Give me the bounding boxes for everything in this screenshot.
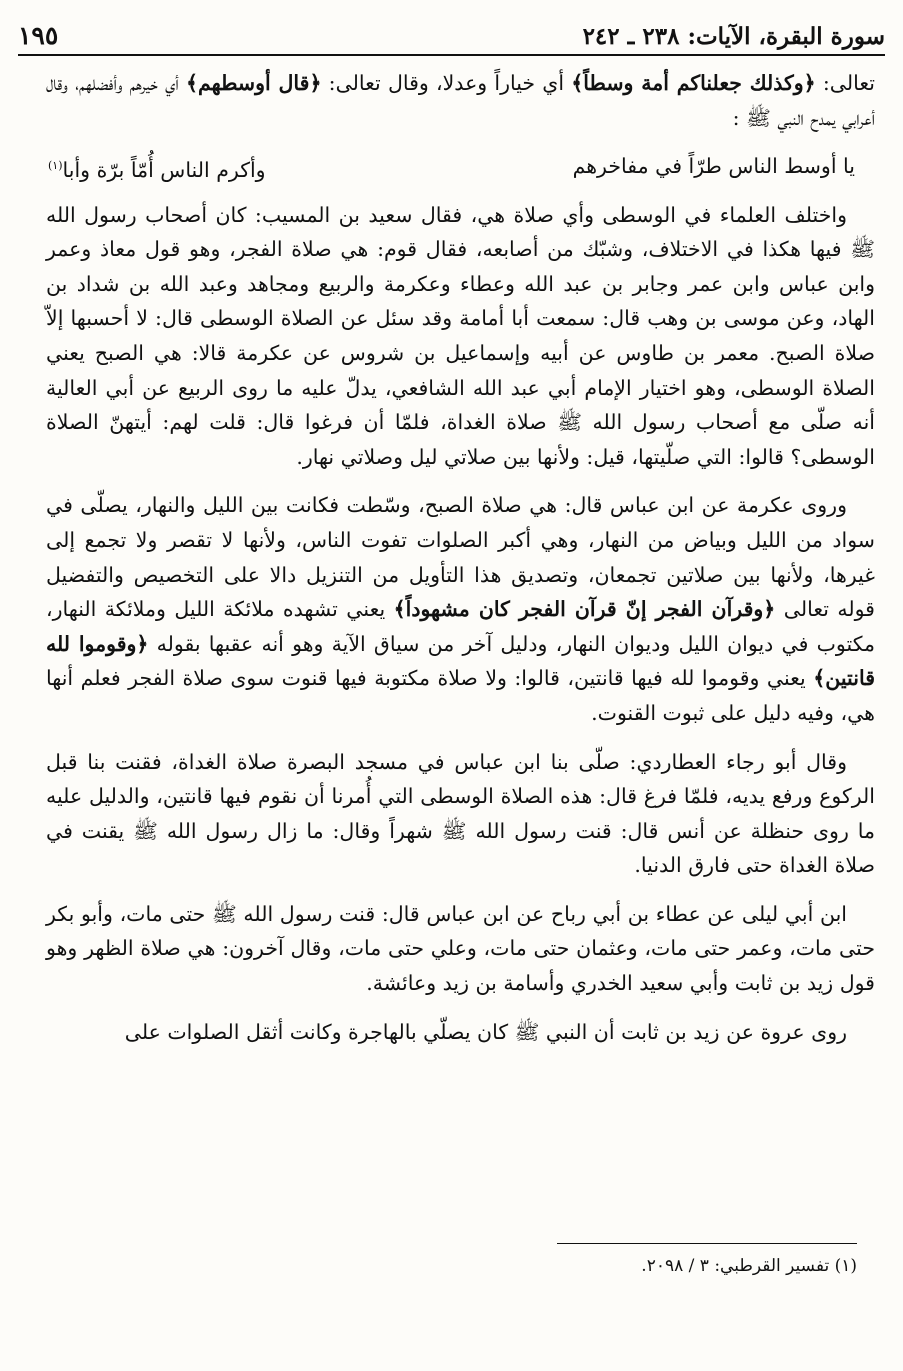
footnote-divider xyxy=(557,1243,857,1244)
poem-hemistich-first: يا أوسط الناس طرّاً في مفاخرهم xyxy=(572,154,855,179)
footnote-marker: (١) xyxy=(48,159,63,173)
poem-hemistich-second xyxy=(48,149,266,187)
text-segment: يعني تشهده ملائكة الليل وملائكة النهار، مكتوب في ديوان الليل وديوان النهار، ودليل آخر من سياق الآية وهو أنه عقبها بقوله xyxy=(46,597,875,656)
text-segment: وروى عكرمة عن ابن عباس قال: هي صلاة الصبح، وسّطت فكانت بين الليل والنهار، يصلّى في سواد من الليل وبياض من النهار، وهي أكبر الصلوات تفوت الناس، ولأنها لا تقصر ولا تجمع إلى غيرها، ولأنها بين صلاتين تجمعان، وتصديق هذا التأويل من التنزيل دالا على التخصيص والتفضيل قوله تعالى xyxy=(46,493,875,622)
text-segment: أي خيرهم وأفضلهم، وقال أعرابي يمدح النبي ﷺ : xyxy=(46,71,875,130)
quran-quote: ﴿وقوموا لله قانتين﴾ xyxy=(46,631,875,691)
main-text xyxy=(46,66,875,1063)
page-number: ١٩٥ xyxy=(18,21,59,50)
text-segment: روى عروة عن زيد بن ثابت أن النبي ﷺ كان يصلّي بالهاجرة وكانت أثقل الصلوات على xyxy=(124,1019,847,1044)
quran-quote: ﴿وكذلك جعلناكم أمة وسطاً﴾ xyxy=(571,71,816,95)
text-segment: أي خياراً وعدلا، وقال تعالى: xyxy=(321,71,572,95)
text-segment: يعني وقوموا لله فيها قانتين، قالوا: ولا صلاة مكتوبة فيها قنوت سوى صلاة الفجر فعلم أنها هي، وفيه دليل على ثبوت القنوت. xyxy=(46,666,875,725)
text-segment: واختلف العلماء في الوسطى وأي صلاة هي، فقال سعيد بن المسيب: كان أصحاب رسول الله ﷺ فيها هكذا في الاختلاف، وشبّك من أصابعه، فقال قوم: هي صلاة الفجر، وهو قول معاذ وعمر وابن عباس وابن عمر وجابر بن عبد الله وعطاء وعكرمة والربيع ومجاهد وعبد الله بن شداد بن الهاد، وعن موسى بن وهب قال: سمعت أبا أمامة وقد سئل عن الصلاة الوسطى قال: لا أحسبها إلاّ صلاة الصبح. معمر بن طاوس عن أبيه وإسماعيل بن شروس عن عكرمة قالا: هي الصبح يعني الصلاة الوسطى، وهو اختيار الإمام أبي عبد الله الشافعي، يدلّ عليه ما روى الربيع عن أبي العالية أنه صلّى مع أصحاب رسول الله ﷺ صلاة الغداة، فلمّا أن فرغوا قال: قلت لهم: أيتهنّ الصلاة الوسطى؟ قالوا: التي صلّيتها، قيل: ولأنها بين صلاتي ليل وصلاتي نهار. xyxy=(46,202,875,469)
text-segment: تعالى: xyxy=(815,71,875,95)
footnote: (١) تفسير القرطبي: ٣ / ٢٠٩٨. xyxy=(641,1256,857,1276)
paragraph xyxy=(46,488,875,730)
paragraph xyxy=(46,897,875,1001)
quran-quote: ﴿وقرآن الفجر إنّ قرآن الفجر كان مشهوداً﴾ xyxy=(393,597,776,622)
page-header xyxy=(18,14,885,56)
paragraph xyxy=(46,198,875,475)
poem-verse xyxy=(46,149,875,187)
quran-quote: ﴿قال أوسطهم﴾ xyxy=(186,71,322,95)
text-segment: ابن أبي ليلى عن عطاء بن أبي رباح عن ابن عباس قال: قنت رسول الله ﷺ حتى مات، وأبو بكر حتى مات، وعمر حتى مات، وعثمان حتى مات، وعلي حتى مات، وقال آخرون: هي صلاة الظهر وهو قول زيد بن ثابت وأبي سعيد الخدري وأسامة بن زيد وعائشة. xyxy=(46,901,875,996)
running-title: سورة البقرة، الآيات: ٢٣٨ ـ ٢٤٢ xyxy=(582,23,885,50)
paragraph xyxy=(46,745,875,883)
text-segment: وقال أبو رجاء العطاردي: صلّى بنا ابن عباس في مسجد البصرة صلاة الغداة، فقنت بنا قبل الركوع ورفع يديه، فلمّا فرغ قال: هذه الصلاة الوسطى التي أُمرنا أن نقوم فيها قانتين، والدليل عليه ما روى حنظلة عن أنس قال: قنت رسول الله ﷺ شهراً وقال: ما زال رسول الله ﷺ يقنت في صلاة الغداة حتى فارق الدنيا. xyxy=(46,749,875,878)
paragraph xyxy=(46,1015,875,1050)
paragraph xyxy=(46,66,875,135)
poem-hemistich-second-text: وأكرم الناس أُمّاً برّة وأبا xyxy=(62,158,266,183)
